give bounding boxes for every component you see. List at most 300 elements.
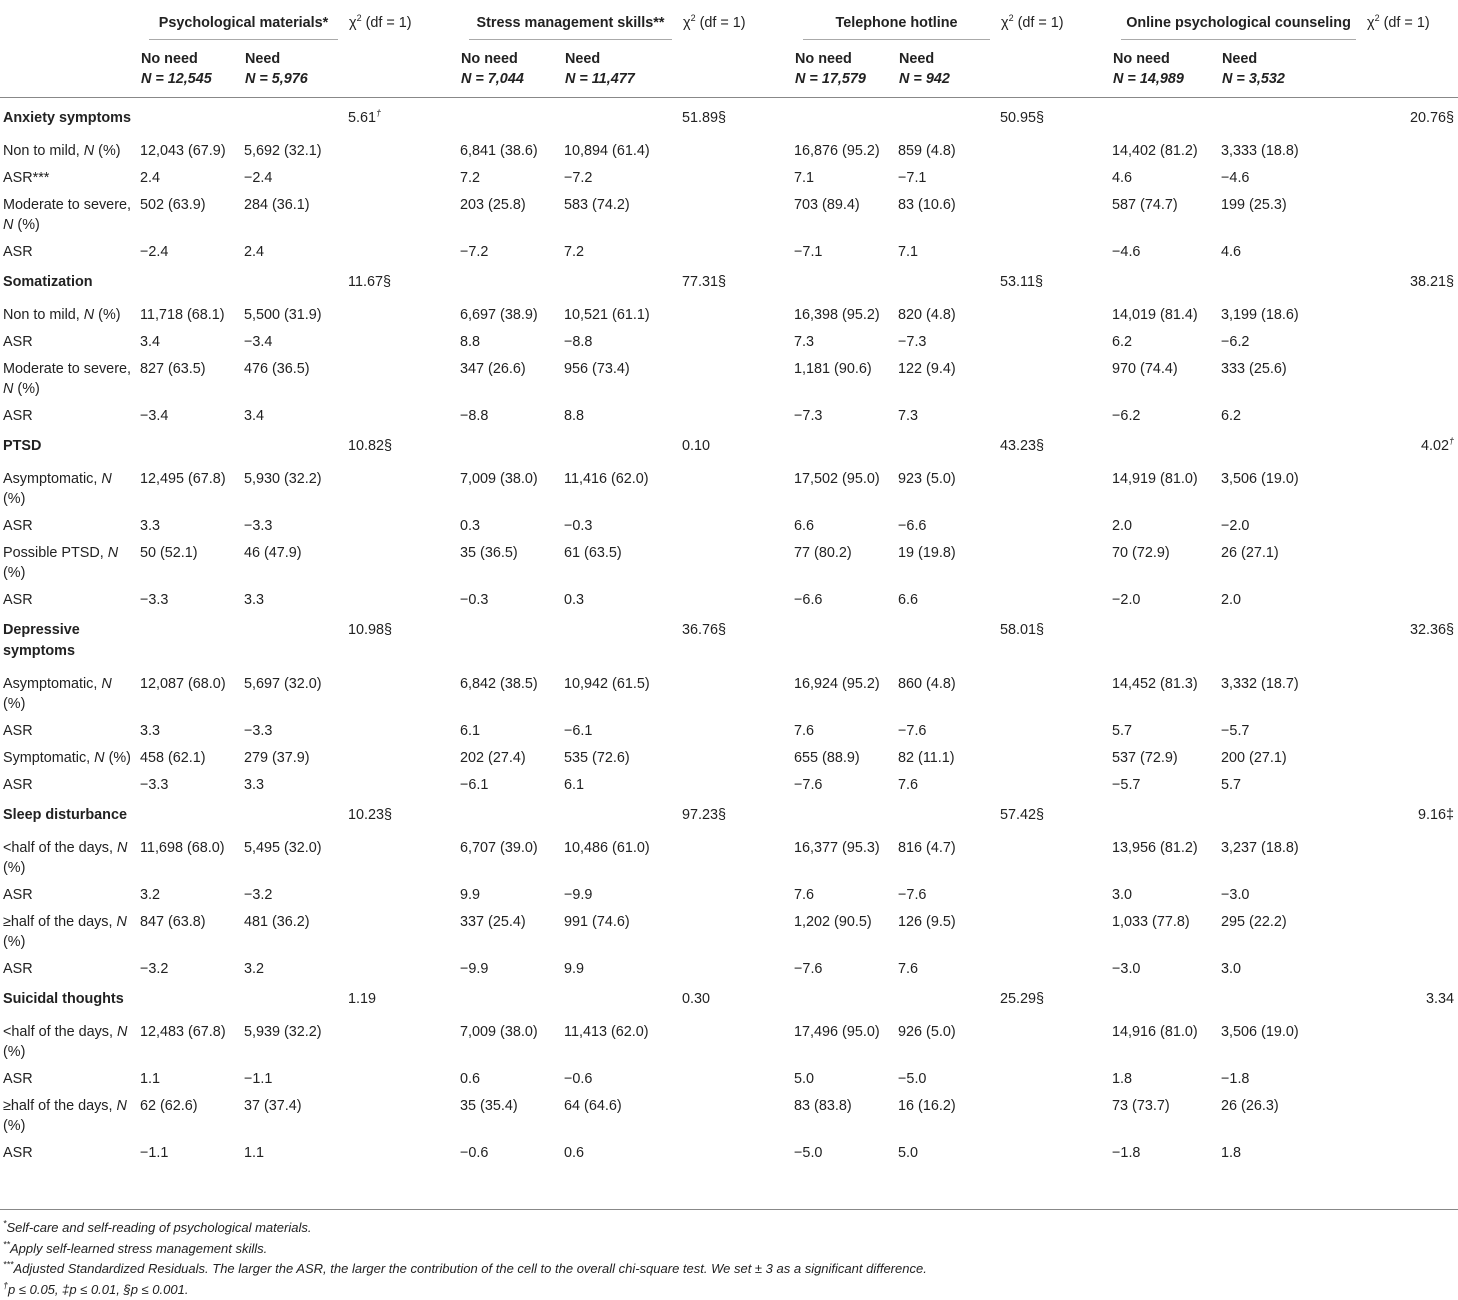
table-cell: 11,416 (62.0) bbox=[562, 462, 680, 509]
table-cell: 0.3 bbox=[458, 509, 562, 536]
table-cell: 1,202 (90.5) bbox=[792, 905, 896, 952]
table-cell: 827 (63.5) bbox=[138, 352, 242, 399]
table-cell: 1,181 (90.6) bbox=[792, 352, 896, 399]
chi-square-value: 53.11§ bbox=[998, 262, 1110, 298]
table-cell: 11,718 (68.1) bbox=[138, 298, 242, 325]
table-cell: −3.2 bbox=[242, 878, 346, 905]
table-row bbox=[0, 161, 1458, 188]
chi-square-value: 58.01§ bbox=[998, 610, 1110, 667]
group-title: Online psychological counseling bbox=[1110, 0, 1364, 40]
table-cell: 11,698 (68.0) bbox=[138, 831, 242, 878]
table-cell: −3.0 bbox=[1110, 952, 1219, 979]
row-label: ASR bbox=[0, 878, 138, 905]
footnote: **Apply self-learned stress management skills. bbox=[0, 1239, 1458, 1260]
chi-square-value: 57.42§ bbox=[998, 795, 1110, 831]
table-cell: 16,377 (95.3) bbox=[792, 831, 896, 878]
table-cell: −6.1 bbox=[458, 768, 562, 795]
table-cell: 26 (27.1) bbox=[1219, 536, 1364, 583]
table-cell: −3.3 bbox=[242, 509, 346, 536]
chi-square-value: 77.31§ bbox=[680, 262, 792, 298]
table-cell: 3,199 (18.6) bbox=[1219, 298, 1364, 325]
table-cell: 3,332 (18.7) bbox=[1219, 667, 1364, 714]
table-row bbox=[0, 1015, 1458, 1062]
table-cell: 3,237 (18.8) bbox=[1219, 831, 1364, 878]
table-cell: 200 (27.1) bbox=[1219, 741, 1364, 768]
chi-square-value: 1.19 bbox=[346, 979, 458, 1015]
table-cell: −6.6 bbox=[792, 583, 896, 610]
row-label: Asymptomatic, N (%) bbox=[0, 667, 138, 714]
row-label: ASR bbox=[0, 952, 138, 979]
footnote: ***Adjusted Standardized Residuals. The larger the ASR, the larger the contribution of the cell to the overall chi-square test. We set ± 3 as a significant difference. bbox=[0, 1259, 1458, 1280]
table-cell: 77 (80.2) bbox=[792, 536, 896, 583]
table-cell: 5.7 bbox=[1219, 768, 1364, 795]
table-cell: −3.4 bbox=[138, 399, 242, 426]
table-cell: 10,521 (61.1) bbox=[562, 298, 680, 325]
chi-square-value: 5.61† bbox=[346, 98, 458, 135]
row-label: Asymptomatic, N (%) bbox=[0, 462, 138, 509]
table-cell: 3.3 bbox=[138, 509, 242, 536]
table-cell: 8.8 bbox=[562, 399, 680, 426]
table-cell: 859 (4.8) bbox=[896, 134, 998, 161]
table-cell: 1.8 bbox=[1219, 1136, 1364, 1163]
table-cell: −7.2 bbox=[562, 161, 680, 188]
table-cell: 3.2 bbox=[138, 878, 242, 905]
row-label: ASR bbox=[0, 714, 138, 741]
table-cell: 3.0 bbox=[1219, 952, 1364, 979]
chi-square-value: 32.36§ bbox=[1364, 610, 1458, 667]
need-header: Need N = 11,477 bbox=[562, 40, 680, 98]
row-label: ASR bbox=[0, 1136, 138, 1163]
table-cell: 295 (22.2) bbox=[1219, 905, 1364, 952]
table-cell: 14,919 (81.0) bbox=[1110, 462, 1219, 509]
group-title: Psychological materials* bbox=[138, 0, 346, 40]
table-cell: 35 (36.5) bbox=[458, 536, 562, 583]
table-cell: 14,916 (81.0) bbox=[1110, 1015, 1219, 1062]
chi-square-header: $\chi^2$ (df = 1) bbox=[998, 0, 1110, 40]
table-cell: 50 (52.1) bbox=[138, 536, 242, 583]
table-cell: 923 (5.0) bbox=[896, 462, 998, 509]
footnote: *Self-care and self-reading of psychological materials. bbox=[0, 1218, 1458, 1239]
table-cell: 7.1 bbox=[896, 235, 998, 262]
table-row bbox=[0, 1089, 1458, 1136]
table-row bbox=[0, 325, 1458, 352]
table-cell: 4.6 bbox=[1219, 235, 1364, 262]
table-cell: 2.0 bbox=[1219, 583, 1364, 610]
table-cell: 5.0 bbox=[792, 1062, 896, 1089]
table-cell: −4.6 bbox=[1219, 161, 1364, 188]
table-cell: 3.4 bbox=[138, 325, 242, 352]
chi-square-value: 20.76§ bbox=[1364, 98, 1458, 135]
table-row bbox=[0, 1136, 1458, 1163]
table-cell: 14,402 (81.2) bbox=[1110, 134, 1219, 161]
table-cell: 2.4 bbox=[242, 235, 346, 262]
table-cell: 6.6 bbox=[792, 509, 896, 536]
table-cell: 12,043 (67.9) bbox=[138, 134, 242, 161]
table-cell: 279 (37.9) bbox=[242, 741, 346, 768]
table-cell: 337 (25.4) bbox=[458, 905, 562, 952]
row-label: ASR bbox=[0, 399, 138, 426]
table-cell: −3.4 bbox=[242, 325, 346, 352]
table-cell: −7.6 bbox=[896, 714, 998, 741]
table-cell: 0.3 bbox=[562, 583, 680, 610]
table-cell: −8.8 bbox=[562, 325, 680, 352]
table-cell: 284 (36.1) bbox=[242, 188, 346, 235]
table-cell: −5.0 bbox=[896, 1062, 998, 1089]
table-row bbox=[0, 462, 1458, 509]
table-row bbox=[0, 1062, 1458, 1089]
table-cell: 7.6 bbox=[792, 714, 896, 741]
table-cell: 5.0 bbox=[896, 1136, 998, 1163]
table-cell: 3,506 (19.0) bbox=[1219, 462, 1364, 509]
section-label: Suicidal thoughts bbox=[0, 979, 138, 1015]
table-header bbox=[0, 0, 1458, 98]
chi-square-value: 9.16‡ bbox=[1364, 795, 1458, 831]
table-cell: −6.6 bbox=[896, 509, 998, 536]
table-row bbox=[0, 583, 1458, 610]
row-label: Moderate to severe, N (%) bbox=[0, 352, 138, 399]
table-cell: 347 (26.6) bbox=[458, 352, 562, 399]
table-cell: 35 (35.4) bbox=[458, 1089, 562, 1136]
chi-square-value: 11.67§ bbox=[346, 262, 458, 298]
table-footnotes bbox=[0, 1209, 1458, 1300]
chi-square-value: 10.82§ bbox=[346, 426, 458, 462]
row-label: Non to mild, N (%) bbox=[0, 134, 138, 161]
chi-square-value: 10.98§ bbox=[346, 610, 458, 667]
table-cell: 458 (62.1) bbox=[138, 741, 242, 768]
table-row bbox=[0, 134, 1458, 161]
table-cell: 9.9 bbox=[562, 952, 680, 979]
table-cell: 9.9 bbox=[458, 878, 562, 905]
table-cell: 1,033 (77.8) bbox=[1110, 905, 1219, 952]
table-cell: 587 (74.7) bbox=[1110, 188, 1219, 235]
table-cell: 5,930 (32.2) bbox=[242, 462, 346, 509]
row-label: Moderate to severe, N (%) bbox=[0, 188, 138, 235]
table-cell: 5,697 (32.0) bbox=[242, 667, 346, 714]
table-cell: 70 (72.9) bbox=[1110, 536, 1219, 583]
table-cell: −1.8 bbox=[1219, 1062, 1364, 1089]
row-label: Non to mild, N (%) bbox=[0, 298, 138, 325]
table-cell: 7,009 (38.0) bbox=[458, 462, 562, 509]
no-need-header: No need N = 7,044 bbox=[458, 40, 562, 98]
table-cell: 820 (4.8) bbox=[896, 298, 998, 325]
table-cell: 847 (63.8) bbox=[138, 905, 242, 952]
table-cell: −3.0 bbox=[1219, 878, 1364, 905]
table-cell: −7.3 bbox=[792, 399, 896, 426]
table-cell: −8.8 bbox=[458, 399, 562, 426]
table-cell: −7.1 bbox=[792, 235, 896, 262]
table-cell: 203 (25.8) bbox=[458, 188, 562, 235]
no-need-header: No need N = 12,545 bbox=[138, 40, 242, 98]
table-cell: 2.4 bbox=[138, 161, 242, 188]
table-row bbox=[0, 536, 1458, 583]
table-cell: 5.7 bbox=[1110, 714, 1219, 741]
table-cell: −3.3 bbox=[242, 714, 346, 741]
table-cell: −7.6 bbox=[792, 952, 896, 979]
table-cell: 1.1 bbox=[138, 1062, 242, 1089]
table-cell: −3.2 bbox=[138, 952, 242, 979]
table-cell: 7,009 (38.0) bbox=[458, 1015, 562, 1062]
row-label: <half of the days, N (%) bbox=[0, 1015, 138, 1062]
table-cell: 5,495 (32.0) bbox=[242, 831, 346, 878]
chi-square-value: 50.95§ bbox=[998, 98, 1110, 135]
table-cell: 956 (73.4) bbox=[562, 352, 680, 399]
table-cell: 3,333 (18.8) bbox=[1219, 134, 1364, 161]
chi-square-value: 97.23§ bbox=[680, 795, 792, 831]
section-label: Depressive symptoms bbox=[0, 610, 138, 667]
table-cell: −0.6 bbox=[562, 1062, 680, 1089]
table-cell: 3.2 bbox=[242, 952, 346, 979]
section-label: PTSD bbox=[0, 426, 138, 462]
table-cell: 703 (89.4) bbox=[792, 188, 896, 235]
table-row bbox=[0, 298, 1458, 325]
table-cell: 5,939 (32.2) bbox=[242, 1015, 346, 1062]
need-header: Need N = 5,976 bbox=[242, 40, 346, 98]
table-cell: 2.0 bbox=[1110, 509, 1219, 536]
table-cell: 860 (4.8) bbox=[896, 667, 998, 714]
table-cell: 476 (36.5) bbox=[242, 352, 346, 399]
table-cell: −7.3 bbox=[896, 325, 998, 352]
row-label: ASR bbox=[0, 235, 138, 262]
chi-square-value: 36.76§ bbox=[680, 610, 792, 667]
table-cell: 535 (72.6) bbox=[562, 741, 680, 768]
table-cell: 655 (88.9) bbox=[792, 741, 896, 768]
table-cell: 62 (62.6) bbox=[138, 1089, 242, 1136]
table-cell: 6.2 bbox=[1110, 325, 1219, 352]
table-cell: 64 (64.6) bbox=[562, 1089, 680, 1136]
table-cell: 6,841 (38.6) bbox=[458, 134, 562, 161]
chi-square-value: 0.30 bbox=[680, 979, 792, 1015]
table-cell: 3.3 bbox=[242, 583, 346, 610]
table-cell: 7.3 bbox=[792, 325, 896, 352]
table-cell: 926 (5.0) bbox=[896, 1015, 998, 1062]
table-row bbox=[0, 667, 1458, 714]
table-cell: 37 (37.4) bbox=[242, 1089, 346, 1136]
table-row bbox=[0, 352, 1458, 399]
table-cell: −2.0 bbox=[1219, 509, 1364, 536]
table-cell: −9.9 bbox=[562, 878, 680, 905]
table-cell: 4.6 bbox=[1110, 161, 1219, 188]
group-title: Telephone hotline bbox=[792, 0, 998, 40]
table-cell: 61 (63.5) bbox=[562, 536, 680, 583]
table-cell: −1.1 bbox=[138, 1136, 242, 1163]
table-cell: 3.4 bbox=[242, 399, 346, 426]
table-cell: −5.0 bbox=[792, 1136, 896, 1163]
need-header: Need N = 942 bbox=[896, 40, 998, 98]
table-cell: −4.6 bbox=[1110, 235, 1219, 262]
chi-square-value: 4.02† bbox=[1364, 426, 1458, 462]
table-cell: 333 (25.6) bbox=[1219, 352, 1364, 399]
row-label: ASR bbox=[0, 509, 138, 536]
chi-square-value: 3.34 bbox=[1364, 979, 1458, 1015]
table-cell: 583 (74.2) bbox=[562, 188, 680, 235]
table-cell: 46 (47.9) bbox=[242, 536, 346, 583]
chi-square-value: 10.23§ bbox=[346, 795, 458, 831]
subgroup-header-row bbox=[0, 40, 1458, 98]
table-cell: −0.3 bbox=[458, 583, 562, 610]
table-cell: 3.3 bbox=[138, 714, 242, 741]
table-cell: 12,483 (67.8) bbox=[138, 1015, 242, 1062]
table-cell: −2.4 bbox=[138, 235, 242, 262]
footnote: †p ≤ 0.05, ‡p ≤ 0.01, §p ≤ 0.001. bbox=[0, 1280, 1458, 1300]
row-label: ASR bbox=[0, 583, 138, 610]
table-cell: 82 (11.1) bbox=[896, 741, 998, 768]
table-cell: −0.6 bbox=[458, 1136, 562, 1163]
table-cell: 16,924 (95.2) bbox=[792, 667, 896, 714]
table-cell: −2.4 bbox=[242, 161, 346, 188]
table-row bbox=[0, 235, 1458, 262]
table-cell: 122 (9.4) bbox=[896, 352, 998, 399]
table-cell: 13,956 (81.2) bbox=[1110, 831, 1219, 878]
table-cell: 10,942 (61.5) bbox=[562, 667, 680, 714]
need-header: Need N = 3,532 bbox=[1219, 40, 1364, 98]
section-row bbox=[0, 610, 1458, 667]
section-label: Somatization bbox=[0, 262, 138, 298]
table-row bbox=[0, 768, 1458, 795]
table-cell: −7.6 bbox=[792, 768, 896, 795]
table-cell: 5,500 (31.9) bbox=[242, 298, 346, 325]
table-cell: 14,452 (81.3) bbox=[1110, 667, 1219, 714]
chi-square-value: 25.29§ bbox=[998, 979, 1110, 1015]
table-cell: −0.3 bbox=[562, 509, 680, 536]
table-body bbox=[0, 98, 1458, 1164]
table-cell: 7.6 bbox=[792, 878, 896, 905]
row-label: ASR bbox=[0, 1062, 138, 1089]
table-cell: 202 (27.4) bbox=[458, 741, 562, 768]
table-cell: 6.1 bbox=[458, 714, 562, 741]
table-cell: 10,486 (61.0) bbox=[562, 831, 680, 878]
table-cell: 19 (19.8) bbox=[896, 536, 998, 583]
no-need-header: No need N = 14,989 bbox=[1110, 40, 1219, 98]
row-label: ≥half of the days, N (%) bbox=[0, 905, 138, 952]
table-cell: 0.6 bbox=[458, 1062, 562, 1089]
corner-cell bbox=[0, 0, 138, 40]
row-label: Symptomatic, N (%) bbox=[0, 741, 138, 768]
row-label: <half of the days, N (%) bbox=[0, 831, 138, 878]
table-cell: 7.6 bbox=[896, 768, 998, 795]
table-row bbox=[0, 399, 1458, 426]
section-row bbox=[0, 262, 1458, 298]
table-cell: 816 (4.7) bbox=[896, 831, 998, 878]
table-cell: 8.8 bbox=[458, 325, 562, 352]
table-cell: 11,413 (62.0) bbox=[562, 1015, 680, 1062]
table-cell: 970 (74.4) bbox=[1110, 352, 1219, 399]
table-cell: −5.7 bbox=[1110, 768, 1219, 795]
chi-square-header: $\chi^2$ (df = 1) bbox=[680, 0, 792, 40]
table-cell: 6,697 (38.9) bbox=[458, 298, 562, 325]
table-cell: 73 (73.7) bbox=[1110, 1089, 1219, 1136]
table-cell: 3,506 (19.0) bbox=[1219, 1015, 1364, 1062]
section-label: Sleep disturbance bbox=[0, 795, 138, 831]
section-label: Anxiety symptoms bbox=[0, 98, 138, 135]
table-cell: −3.3 bbox=[138, 768, 242, 795]
table-cell: 6,707 (39.0) bbox=[458, 831, 562, 878]
table-cell: 0.6 bbox=[562, 1136, 680, 1163]
table-cell: 6,842 (38.5) bbox=[458, 667, 562, 714]
section-row bbox=[0, 979, 1458, 1015]
table-cell: 199 (25.3) bbox=[1219, 188, 1364, 235]
table-cell: 26 (26.3) bbox=[1219, 1089, 1364, 1136]
table-cell: 17,496 (95.0) bbox=[792, 1015, 896, 1062]
chi-square-value: 38.21§ bbox=[1364, 262, 1458, 298]
group-header-row bbox=[0, 0, 1458, 40]
table-cell: −6.1 bbox=[562, 714, 680, 741]
table-cell: 3.3 bbox=[242, 768, 346, 795]
chi-square-header: $\chi^2$ (df = 1) bbox=[346, 0, 458, 40]
table-cell: 7.3 bbox=[896, 399, 998, 426]
table-row bbox=[0, 831, 1458, 878]
table-cell: 7.1 bbox=[792, 161, 896, 188]
table-cell: 16,398 (95.2) bbox=[792, 298, 896, 325]
table-row bbox=[0, 509, 1458, 536]
group-title: Stress management skills** bbox=[458, 0, 680, 40]
table-row bbox=[0, 952, 1458, 979]
table-cell: 83 (10.6) bbox=[896, 188, 998, 235]
table-cell: −7.2 bbox=[458, 235, 562, 262]
table-cell: 12,495 (67.8) bbox=[138, 462, 242, 509]
table-cell: −2.0 bbox=[1110, 583, 1219, 610]
table-row bbox=[0, 188, 1458, 235]
row-label: ≥half of the days, N (%) bbox=[0, 1089, 138, 1136]
table-cell: 991 (74.6) bbox=[562, 905, 680, 952]
table-cell: 7.2 bbox=[458, 161, 562, 188]
table-cell: −7.1 bbox=[896, 161, 998, 188]
table-cell: −7.6 bbox=[896, 878, 998, 905]
table-cell: 5,692 (32.1) bbox=[242, 134, 346, 161]
table-cell: 537 (72.9) bbox=[1110, 741, 1219, 768]
table-cell: 6.6 bbox=[896, 583, 998, 610]
table-cell: −9.9 bbox=[458, 952, 562, 979]
table-cell: 12,087 (68.0) bbox=[138, 667, 242, 714]
table-row bbox=[0, 878, 1458, 905]
table-cell: 1.8 bbox=[1110, 1062, 1219, 1089]
table-cell: 502 (63.9) bbox=[138, 188, 242, 235]
table-cell: −6.2 bbox=[1110, 399, 1219, 426]
table-cell: −6.2 bbox=[1219, 325, 1364, 352]
table-cell: 10,894 (61.4) bbox=[562, 134, 680, 161]
table-cell: −3.3 bbox=[138, 583, 242, 610]
table-cell: −5.7 bbox=[1219, 714, 1364, 741]
table-cell: 126 (9.5) bbox=[896, 905, 998, 952]
table-cell: 481 (36.2) bbox=[242, 905, 346, 952]
row-label: ASR*** bbox=[0, 161, 138, 188]
section-row bbox=[0, 426, 1458, 462]
table-cell: 17,502 (95.0) bbox=[792, 462, 896, 509]
table-cell: 6.1 bbox=[562, 768, 680, 795]
row-label: Possible PTSD, N (%) bbox=[0, 536, 138, 583]
table-cell: 3.0 bbox=[1110, 878, 1219, 905]
table-cell: −1.1 bbox=[242, 1062, 346, 1089]
chi-square-value: 0.10 bbox=[680, 426, 792, 462]
table-cell: 7.2 bbox=[562, 235, 680, 262]
table-row bbox=[0, 714, 1458, 741]
chi-square-value: 43.23§ bbox=[998, 426, 1110, 462]
table-cell: 14,019 (81.4) bbox=[1110, 298, 1219, 325]
row-label: ASR bbox=[0, 325, 138, 352]
table-row bbox=[0, 905, 1458, 952]
table-cell: 1.1 bbox=[242, 1136, 346, 1163]
section-row bbox=[0, 98, 1458, 135]
table-cell: 6.2 bbox=[1219, 399, 1364, 426]
section-row bbox=[0, 795, 1458, 831]
table-cell: −1.8 bbox=[1110, 1136, 1219, 1163]
row-label: ASR bbox=[0, 768, 138, 795]
table-cell: 7.6 bbox=[896, 952, 998, 979]
table-cell: 83 (83.8) bbox=[792, 1089, 896, 1136]
chi-square-value: 51.89§ bbox=[680, 98, 792, 135]
chi-square-header: $\chi^2$ (df = 1) bbox=[1364, 0, 1458, 40]
no-need-header: No need N = 17,579 bbox=[792, 40, 896, 98]
table-cell: 16,876 (95.2) bbox=[792, 134, 896, 161]
